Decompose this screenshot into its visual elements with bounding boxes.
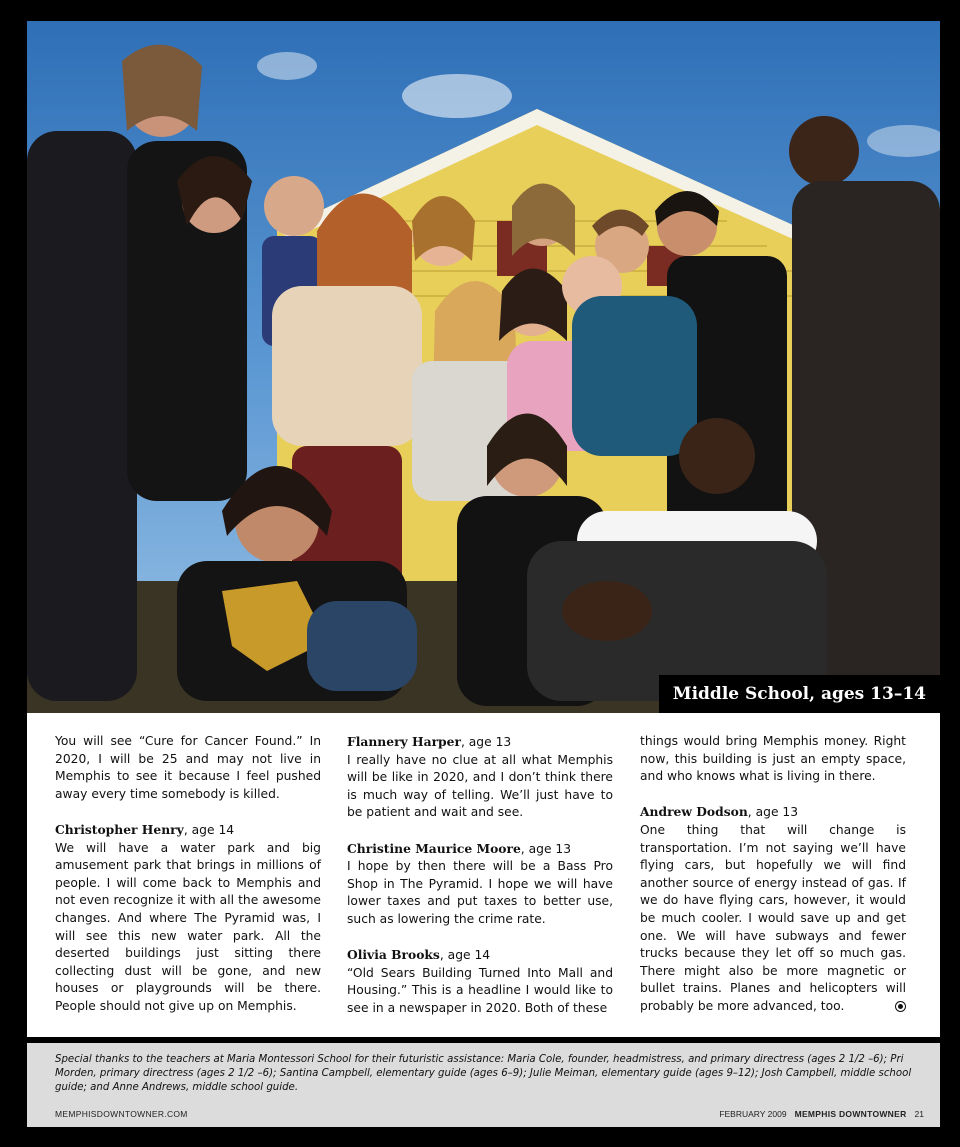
entry-name: Olivia Brooks <box>347 947 440 963</box>
entry-andrew-dodson <box>640 803 906 1015</box>
entry-name: Christopher Henry <box>55 821 184 837</box>
entry-text: I hope by then there will be a Bass Pro Shop in The Pyramid. I hope we will have lower taxes and put taxes to better use, such as lowering the crime rate. <box>347 859 613 926</box>
footer-publication: MEMPHIS DOWNTOWNER <box>794 1109 907 1119</box>
continued-paragraph: things would bring Memphis money. Right now, this building is just an empty space, and who knows what is living in there. <box>640 734 906 784</box>
entry-text: “Old Sears Building Turned Into Mall and Housing.” This is a headline I would like to see in a newspaper in 2020. Both of these <box>347 965 613 1015</box>
entry-christine-maurice-moore <box>347 840 613 929</box>
entry-olivia-brooks <box>347 946 613 1017</box>
entry-text: We will have a water park and big amusement park that brings in millions of people. I will come back to Memphis and not even recognize it with all the awesome changes. And where The Pyramid was, I will see this new water park. All the deserted buildings just sitting there collecting dust will be gone, and new houses or playgrounds will be there. People should not give up on Memphis. <box>55 840 321 1013</box>
footer-date: FEBRUARY 2009 <box>719 1109 787 1119</box>
footer-folio <box>719 1109 924 1119</box>
page-number: 21 <box>914 1109 924 1119</box>
end-of-article-icon <box>895 1001 906 1012</box>
acknowledgements: Special thanks to the teachers at Maria Montessori School for their futuristic assistance: Maria Cole, founder, headmistress, and primary directress (ages 2 1/2 –6); Pri Morden, primary directress (ages 2 1/2 –6); Santina Campbell, elementary guide (ages 6–9); Julie Meiman, elementary guide (ages 9–12); Josh Campbell, middle school guide; and Anne Andrews, middle school guide. <box>55 1054 912 1093</box>
entry-age: , age 14 <box>439 948 491 963</box>
entry-age: , age 13 <box>460 735 512 749</box>
footer-panel <box>27 1043 940 1127</box>
entry-name: Christine Maurice Moore <box>347 840 521 856</box>
footer-website: MEMPHISDOWNTOWNER.COM <box>55 1109 188 1119</box>
entry-age: , age 14 <box>183 822 235 837</box>
entry-flannery-harper <box>347 733 613 822</box>
photo-caption: Middle School, ages 13–14 <box>659 675 940 713</box>
entry-age: , age 13 <box>747 805 799 820</box>
group-photo <box>27 21 940 713</box>
entry-name: Flannery Harper <box>347 734 461 749</box>
entry-age: , age 13 <box>520 841 572 856</box>
group-photo-illustration <box>27 21 940 713</box>
article-column-1 <box>55 733 321 1033</box>
entry-name: Andrew Dodson <box>640 804 748 820</box>
intro-paragraph: You will see “Cure for Cancer Found.” In 2020, I will be 25 and may not live in Memphis to see it because I feel pushed away every time somebody is killed. <box>55 734 321 801</box>
article-body <box>27 713 940 1037</box>
entry-text: I really have no clue at all what Memphis will be like in 2020, and I don’t think there is much way of telling. We’ll just have to be patient and wait and see. <box>347 752 613 820</box>
entry-christopher-henry <box>55 821 321 1016</box>
article-column-2 <box>347 733 613 1035</box>
entry-text: One thing that will change is transportation. I’m not saying we’ll have flying cars, but hopefully we will find another source of energy instead of gas. If we do have flying cars, however, it would be much cooler. I would save up and get one. We will have subways and fewer trucks because they let off so much gas. There might also be more magnetic or bullet trains. Planes and helicopters will probably be more advanced, too. <box>640 822 906 1013</box>
article-column-3 <box>640 733 906 1033</box>
